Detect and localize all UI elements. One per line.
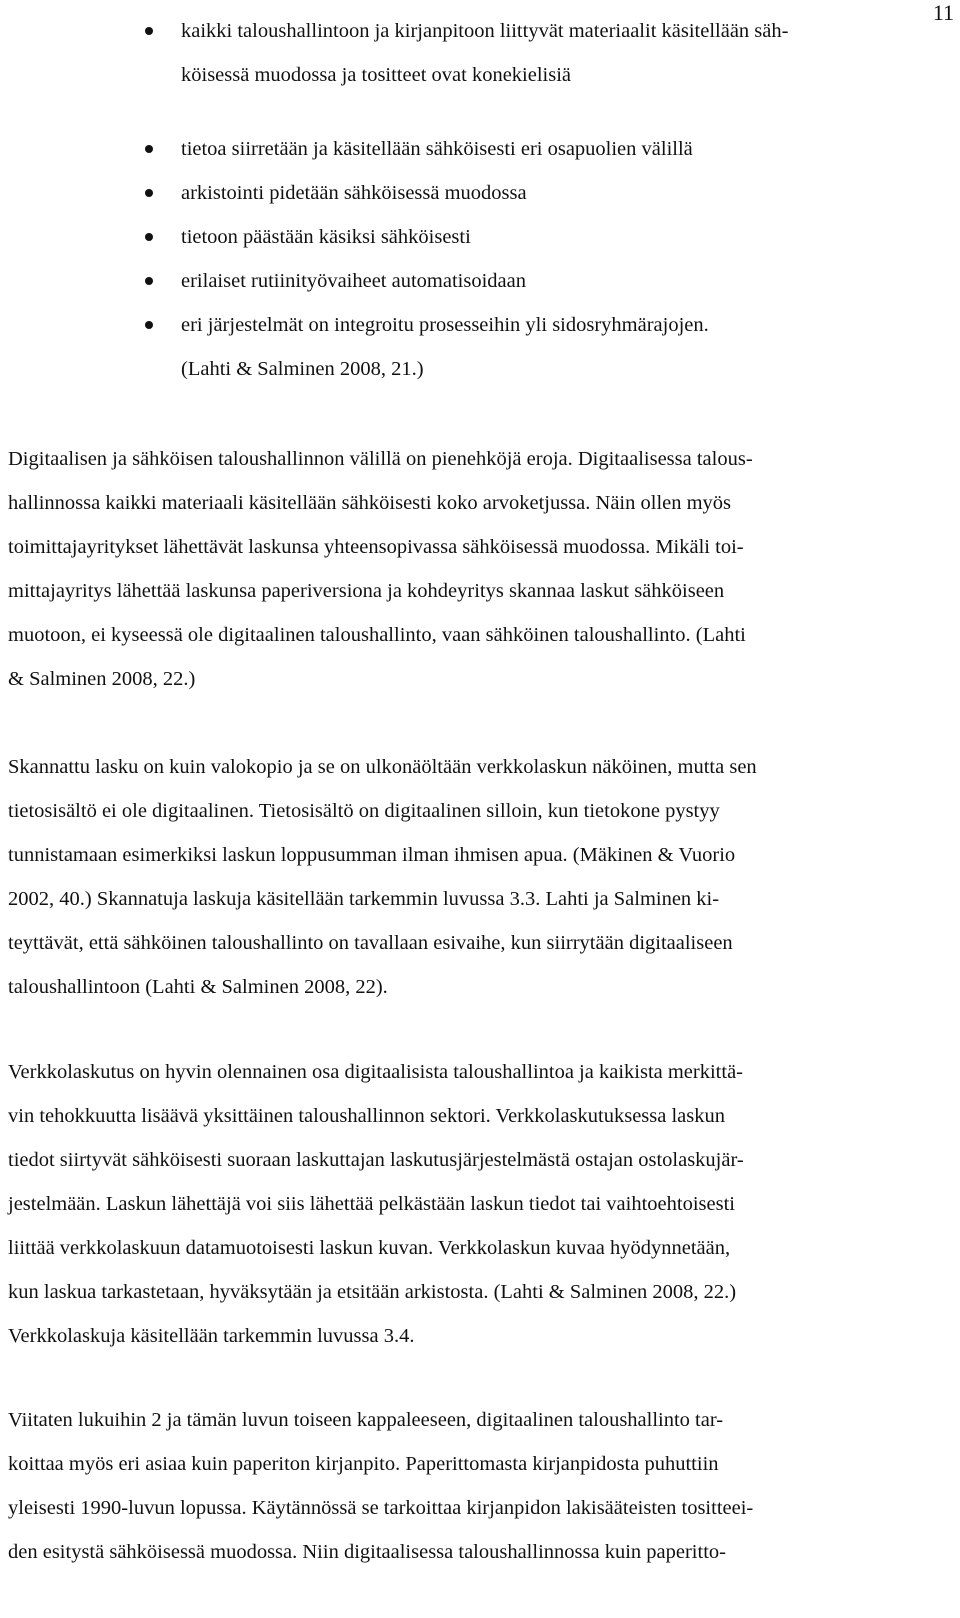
bullet-item-line: eri järjestelmät on integroitu prosesseihin yli sidosryhmärajojen.: [181, 314, 709, 336]
bullet-item-line: tietoa siirretään ja käsitellään sähköisesti eri osapuolien välillä: [181, 138, 693, 160]
page-number: 11: [932, 0, 954, 25]
paragraph-line: muotoon, ei kyseessä ole digitaalinen taloushallinto, vaan sähköinen taloushallinto. (Lahti: [8, 624, 746, 646]
paragraph-line: liittää verkkolaskuun datamuotoisesti laskun kuvan. Verkkolaskun kuvaa hyödynnetään,: [8, 1237, 731, 1259]
paragraph-line: tiedot siirtyvät sähköisesti suoraan laskuttajan laskutusjärjestelmästä ostajan ostolaskujär-: [8, 1149, 744, 1171]
paragraph-line: tietosisältö ei ole digitaalinen. Tietosisältö on digitaalinen silloin, kun tietokone pystyy: [8, 800, 720, 822]
bullet-dot: [145, 145, 153, 153]
paragraph-line: Digitaalisen ja sähköisen taloushallinnon välillä on pienehköjä eroja. Digitaalisessa talous-: [8, 448, 753, 470]
bullet-item-line: kaikki taloushallintoon ja kirjanpitoon liittyvät materiaalit käsitellään säh-: [181, 20, 789, 42]
bullet-dot: [145, 233, 153, 241]
bullet-item-line: tietoon päästään käsiksi sähköisesti: [181, 226, 471, 248]
bullet-item-line: köisessä muodossa ja tositteet ovat konekielisiä: [181, 64, 572, 86]
paragraph-line: yleisesti 1990-luvun lopussa. Käytännössä se tarkoittaa kirjanpidon lakisääteisten tositteei-: [8, 1497, 754, 1519]
paragraph-line: taloushallintoon (Lahti & Salminen 2008, 22).: [8, 976, 388, 998]
paragraph-line: Verkkolaskuja käsitellään tarkemmin luvussa 3.4.: [8, 1325, 415, 1347]
paragraph-line: Viitaten lukuihin 2 ja tämän luvun toiseen kappaleeseen, digitaalinen taloushallinto tar-: [8, 1409, 724, 1431]
paragraph-line: jestelmään. Laskun lähettäjä voi siis lähettää pelkästään laskun tiedot tai vaihtoehtoisesti: [8, 1193, 735, 1215]
paragraph-line: mittajayritys lähettää laskunsa paperiversiona ja kohdeyritys skannaa laskut sähköiseen: [8, 580, 725, 602]
bullet-dot: [145, 277, 153, 285]
bullet-dot: [145, 321, 153, 329]
paragraph-line: teyttävät, että sähköinen taloushallinto on tavallaan esivaihe, kun siirrytään digitaaliseen: [8, 932, 733, 954]
paragraph-line: kun laskua tarkastetaan, hyväksytään ja etsitään arkistosta. (Lahti & Salminen 2008, 22.): [8, 1281, 737, 1303]
bullet-dot: [145, 189, 153, 197]
paragraph-line: vin tehokkuutta lisäävä yksittäinen taloushallinnon sektori. Verkkolaskutuksessa laskun: [8, 1105, 726, 1127]
bullet-item-line: arkistointi pidetään sähköisessä muodossa: [181, 182, 527, 204]
paragraph-line: koittaa myös eri asiaa kuin paperiton kirjanpito. Paperittomasta kirjanpidosta puhuttiin: [8, 1453, 719, 1475]
paragraph-line: Skannattu lasku on kuin valokopio ja se on ulkonäöltään verkkolaskun näköinen, mutta sen: [8, 756, 757, 778]
paragraph-line: den esitystä sähköisessä muodossa. Niin digitaalisessa taloushallinnossa kuin paperitto-: [8, 1541, 726, 1563]
paragraph-line: & Salminen 2008, 22.): [8, 668, 196, 690]
paragraph-line: 2002, 40.) Skannatuja laskuja käsitellään tarkemmin luvussa 3.3. Lahti ja Salminen ki-: [8, 888, 720, 910]
bullet-dot: [145, 27, 153, 35]
paragraph-line: hallinnossa kaikki materiaali käsitellään sähköisesti koko arvoketjussa. Näin ollen myös: [8, 492, 732, 514]
bullet-item-line: (Lahti & Salminen 2008, 21.): [181, 358, 424, 380]
paragraph-line: tunnistamaan esimerkiksi laskun loppusumman ilman ihmisen apua. (Mäkinen & Vuorio: [8, 844, 736, 866]
bullet-item-line: erilaiset rutiinityövaiheet automatisoidaan: [181, 270, 526, 292]
paragraph-line: Verkkolaskutus on hyvin olennainen osa digitaalisista taloushallintoa ja kaikista merkittä-: [8, 1061, 743, 1083]
paragraph-line: toimittajayritykset lähettävät laskunsa yhteensopivassa sähköisessä muodossa. Mikäli toi-: [8, 536, 744, 558]
